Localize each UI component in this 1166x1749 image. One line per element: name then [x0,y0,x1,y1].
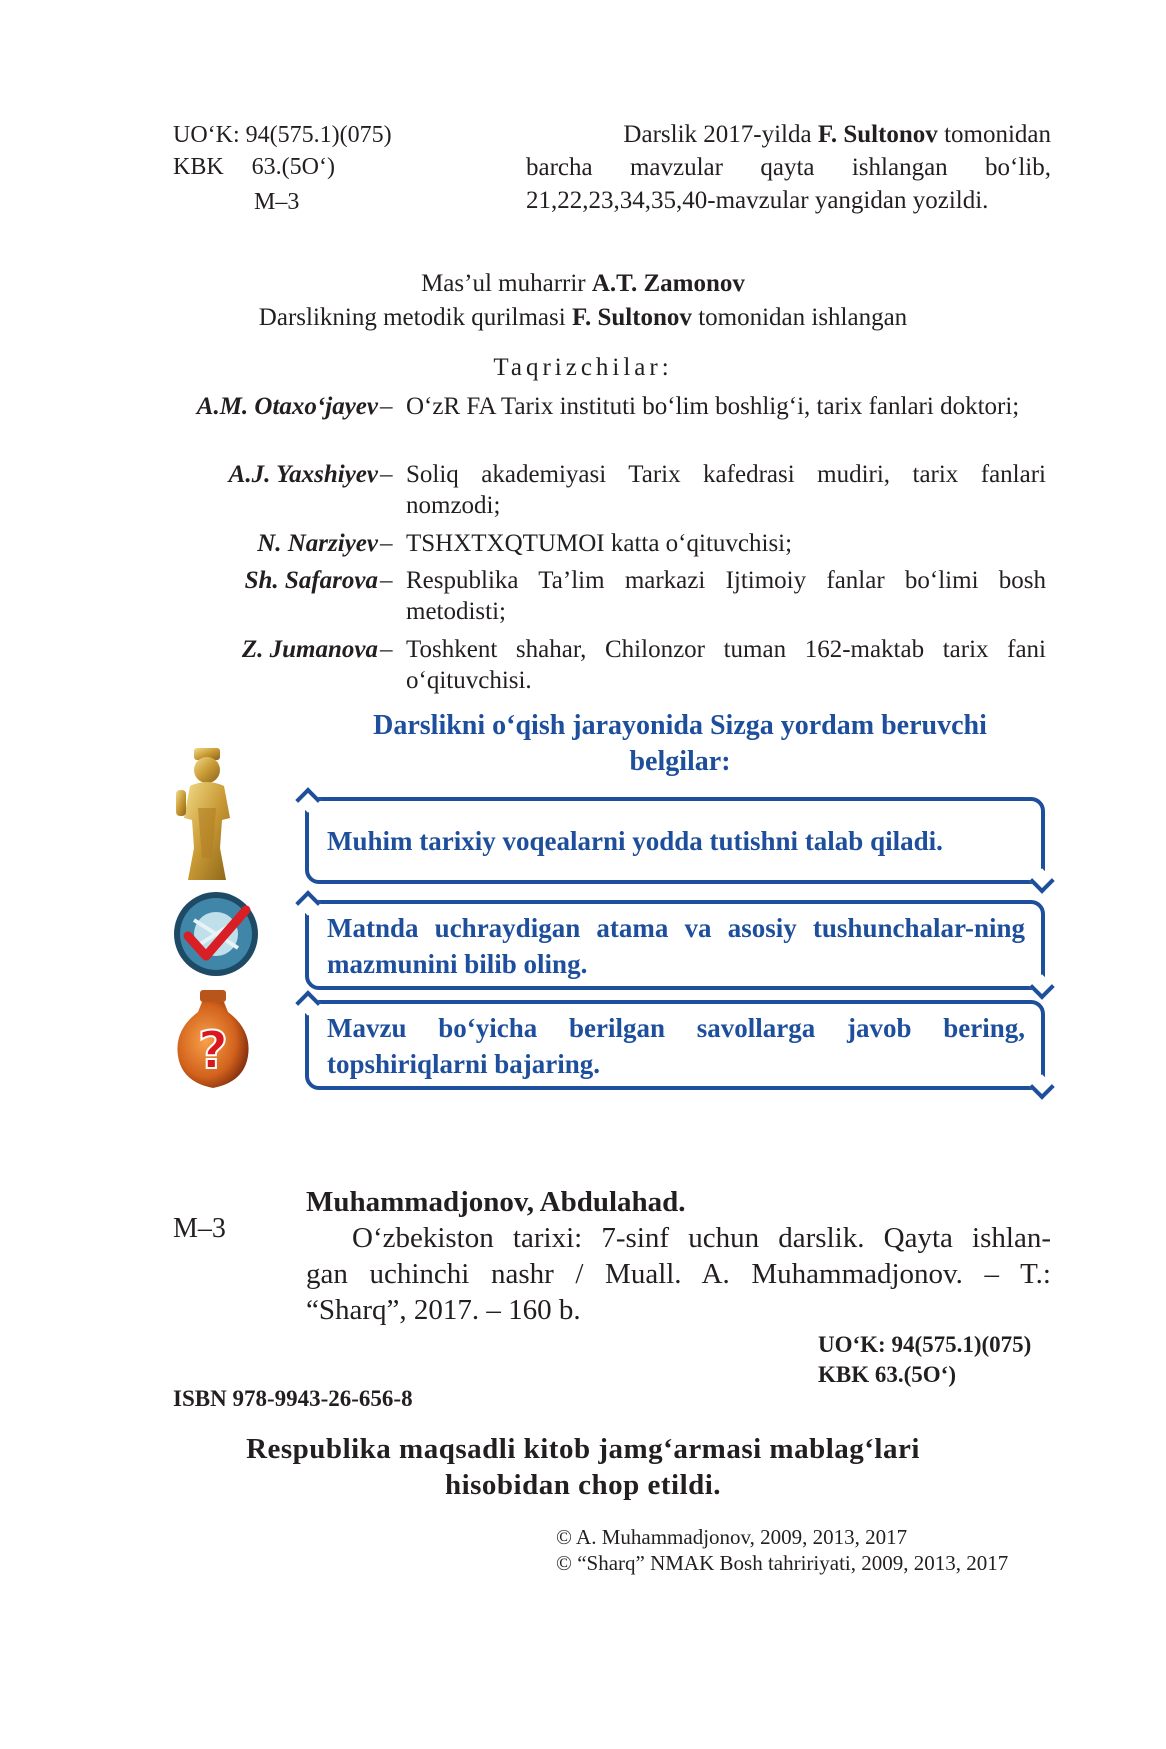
symbol-box-terms [305,900,1045,990]
kbk-label: KBK [173,154,224,180]
reviewer-description: Respublika Ta’lim markazi Ijtimoiy fanlar bo‘limi bosh metodisti; [406,567,1046,625]
symbols-heading: Darslikni o‘qish jarayonida Sizga yordam beruvchi belgilar: [373,710,987,777]
reviewer-dash: – [380,461,393,488]
methodology-credit: Darslikning metodik qurilmasi F. Sultonov tomonidan ishlangan [258,304,908,331]
author-mark-top: M–3 [254,189,300,215]
reviewers-title: Taqrizchilar: [493,354,673,381]
reviewer-name: A.J. Yaxshiyev [228,461,378,488]
symbol-box-text: Muhim tarixiy voqealarni yodda tutishni talab qiladi. [327,825,943,856]
revision-line-2: barcha mavzular qayta ishlangan bo‘lib, [526,154,1051,181]
reviewer-description: TSHXTXQTUMOI katta o‘qituvchisi; [406,530,793,557]
symbol-box-text: Mavzu bo‘yicha berilgan savollarga javob bering, topshiriqlarni bajaring. [327,1013,1025,1079]
kbk-line-top [173,151,335,183]
revision-line-3: 21,22,23,34,35,40-mavzular yangidan yozildi. [526,187,989,214]
revision-note [526,118,1051,217]
reviewer-name: A.M. Otaxo‘jayev [196,393,378,420]
reviewer-dash: – [380,530,393,557]
reviewer-name: Z. Jumanova [241,636,378,663]
svg-text:?: ? [197,1021,229,1081]
reviewer-description: Toshkent shahar, Chilonzor tuman 162-maktab tarix fani o‘qituvchisi. [406,636,1046,694]
revision-line-1: Darslik 2017-yilda F. Sultonov tomonidan [623,121,1051,148]
catalog-udk: UO‘K: 94(575.1)(075) [818,1332,1032,1357]
copyright: © A. Muhammadjonov, 2009, 2013, 2017 © “Sharq” NMAK Bosh tahririyati, 2009, 2013, 2017 [556,1525,1009,1575]
revision-author: F. Sultonov [817,121,938,148]
check-mark-plate-icon [172,890,260,978]
reviewer-name: N. Narziyev [257,530,378,557]
symbol-box-text: Matnda uchraydigan atama va asosiy tushunchalar-ning mazmunini bilib oling. [327,913,1025,979]
symbol-box-questions [305,1000,1045,1090]
reviewer-dash: – [380,636,393,663]
catalog-author: Muhammadjonov, Abdulahad. [306,1186,686,1218]
reviewer-dash: – [380,567,393,594]
kbk-value: 63.(5O‘) [251,154,335,180]
responsible-editor: Mas’ul muharrir A.T. Zamonov [421,270,745,297]
reviewer-dash: – [380,393,393,420]
isbn: ISBN 978-9943-26-656-8 [173,1386,413,1411]
funding-note: Respublika maqsadli kitob jamg‘armasi mablag‘lari hisobidan chop etildi. [246,1433,920,1501]
statue-figurine-icon [172,748,242,883]
reviewer-name: Sh. Safarova [244,567,378,594]
question-vase-icon [172,990,254,1090]
catalog-kbk: KBK 63.(5O‘) [818,1362,956,1387]
reviewer-description: O‘zR FA Tarix instituti bo‘lim boshlig‘i, tarix fanlari doktori; [406,393,1020,420]
symbol-box-remember [305,797,1045,884]
reviewer-description: Soliq akademiyasi Tarix kafedrasi mudiri, tarix fanlari nomzodi; [406,461,1046,519]
udk-code-top: UO‘K: 94(575.1)(075) [173,122,392,148]
catalog-code: M–3 [173,1213,226,1244]
catalog-description: O‘zbekiston tarixi: 7-sinf uchun darslik. Qayta ishlan- gan uchinchi nashr / Muall. A. Muhammadjonov. – T.: “Sharq”, 2017. – 160 b. [306,1222,1051,1326]
